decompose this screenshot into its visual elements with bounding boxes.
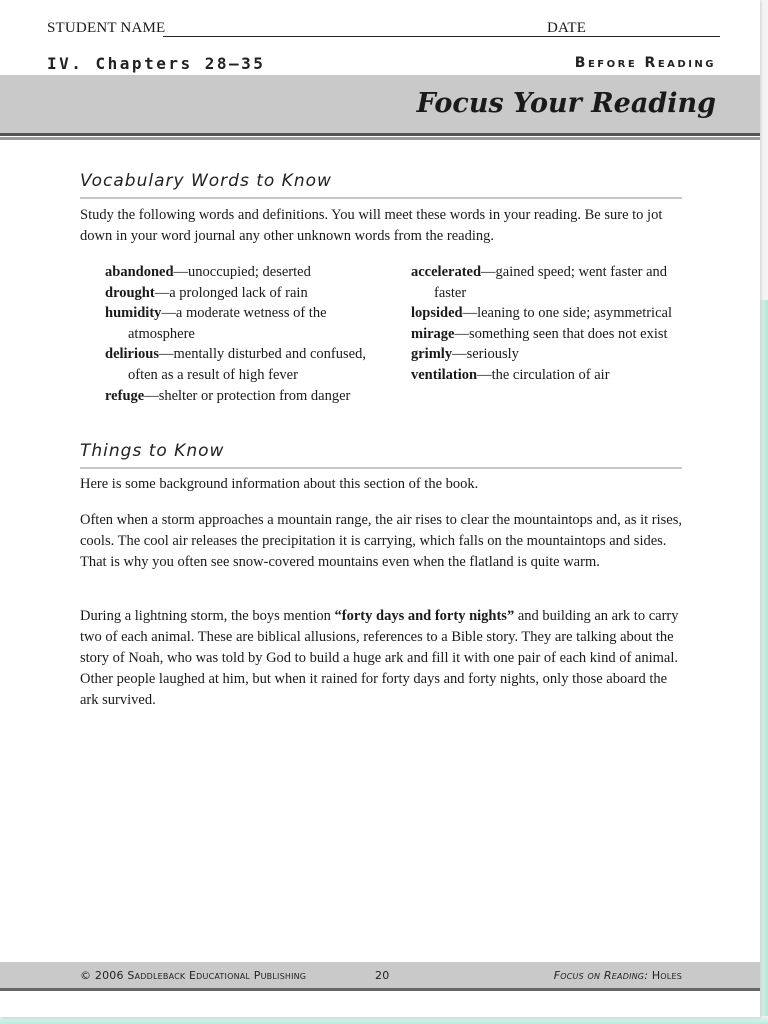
- footer-copyright: © 2006 Saddleback Educational Publishing: [80, 969, 307, 982]
- vocab-entry: [411, 303, 686, 324]
- vocab-word: grimly: [411, 346, 453, 363]
- vocab-definition: —gained speed; went faster and faster: [434, 264, 668, 301]
- vocab-definition: —shelter or protection from danger: [144, 387, 351, 404]
- banner-rule: [0, 133, 760, 136]
- vocab-entry: [411, 262, 686, 303]
- vocab-word: mirage: [411, 325, 455, 342]
- vocabulary-heading-rule: [80, 197, 682, 199]
- student-info-row: [47, 18, 720, 40]
- footer-series: Focus on Reading:: [553, 969, 652, 982]
- vocab-word: lopsided: [411, 305, 463, 322]
- vocab-word: delirious: [105, 346, 159, 363]
- vocab-entry: [105, 344, 380, 385]
- page-edge-bottom: [0, 1016, 768, 1024]
- footer-book-name: Holes: [651, 969, 682, 982]
- vocab-entry: [411, 344, 686, 365]
- chapter-label: IV. Chapters 28–35: [47, 54, 266, 73]
- vocab-definition: —unoccupied; deserted: [173, 264, 311, 280]
- things-heading-rule: [80, 467, 682, 469]
- vocab-word: humidity: [105, 305, 162, 322]
- student-name-label: STUDENT NAME: [47, 20, 166, 36]
- vocab-entry: [411, 324, 686, 345]
- things-paragraph-1: Often when a storm approaches a mountain range, the air rises to clear the mountaintops and, as it rises, cools. The cool air releases the precipitation it is carrying, which falls on the mountaintops and sides. That is why you often see snow-covered mountains even when the flatland is quite warm.: [80, 512, 682, 570]
- paragraph-text: and building an ark to carry two of each animal. These are biblical allusions, references to a Bible story. They are talking about the story of Noah, who was told by God to build a huge ark and fill it with one pair of each kind of animal. Other people laughed at him, but when it rained for forty days and forty nights, only those aboard the ark survived.: [80, 608, 679, 708]
- vocab-definition: —seriously: [452, 346, 519, 363]
- things-paragraph-2: [80, 606, 685, 711]
- vocab-entry: [411, 365, 686, 386]
- vocab-word: abandoned: [105, 264, 174, 280]
- vocab-definition: —a prolonged lack of rain: [154, 284, 308, 301]
- banner-shadow-rule: [0, 137, 760, 140]
- vocab-entry: [105, 386, 380, 407]
- date-line[interactable]: [584, 36, 720, 37]
- things-intro: Here is some background information about this section of the book.: [80, 476, 479, 492]
- vocab-definition: —the circulation of air: [477, 366, 610, 383]
- footer-rule: [0, 988, 760, 991]
- things-heading: Things to Know: [80, 441, 225, 461]
- date-label: DATE: [547, 20, 587, 36]
- vocab-definition: —a moderate wetness of the atmosphere: [128, 305, 327, 342]
- vocabulary-intro: Study the following words and definitions. You will meet these words in your reading. Be sure to jot down in your word journal any other unknown words from the reading.: [80, 207, 663, 244]
- biblical-phrase: “forty days and forty nights”: [334, 608, 515, 624]
- vocab-entry: [105, 262, 380, 283]
- paragraph-text: During a lightning storm, the boys mention: [80, 608, 335, 624]
- student-name-line[interactable]: [163, 36, 589, 37]
- vocab-word: refuge: [105, 387, 145, 404]
- footer-page-number: 20: [375, 969, 390, 982]
- vocab-entry: [105, 283, 380, 304]
- vocab-definition: —mentally disturbed and confused, often as a result of high fever: [128, 346, 366, 383]
- vocab-word: accelerated: [411, 264, 482, 280]
- section-label: Before Reading: [574, 55, 716, 71]
- vocabulary-right-column: [411, 262, 686, 386]
- vocab-definition: —leaning to one side; asymmetrical: [462, 305, 672, 322]
- page-title: Focus Your Reading: [416, 88, 716, 119]
- footer-book-title: [554, 969, 682, 982]
- vocabulary-heading: Vocabulary Words to Know: [80, 171, 332, 191]
- vocabulary-left-column: [105, 262, 380, 406]
- vocab-word: drought: [105, 284, 155, 301]
- vocab-definition: —something seen that does not exist: [454, 325, 668, 342]
- vocab-word: ventilation: [411, 366, 478, 383]
- vocab-entry: [105, 303, 380, 344]
